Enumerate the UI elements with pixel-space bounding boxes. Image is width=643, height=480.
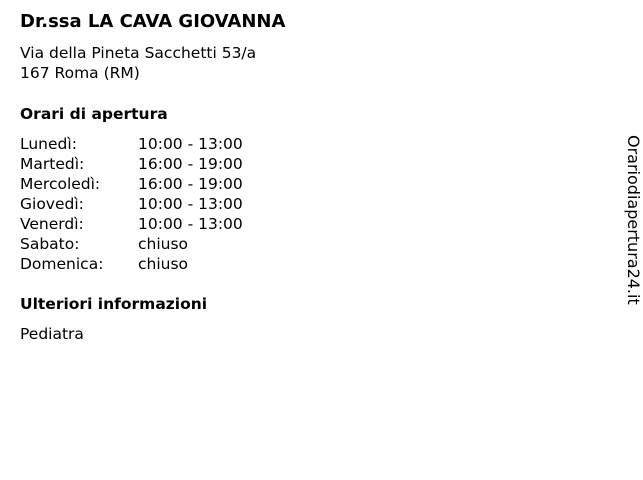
hours-day: Lunedì: <box>20 135 77 153</box>
hours-row <box>20 194 243 214</box>
site-watermark: Orariodiapertura24.it <box>624 135 643 305</box>
hours-time: 10:00 - 13:00 <box>138 135 243 153</box>
opening-hours-heading: Orari di apertura <box>20 105 168 123</box>
business-address <box>20 43 256 83</box>
additional-info-heading: Ulteriori informazioni <box>20 295 208 313</box>
hours-day: Martedì: <box>20 155 85 173</box>
hours-row <box>20 234 243 254</box>
opening-hours-table <box>20 134 243 274</box>
additional-info-value: Pediatra <box>20 325 84 343</box>
hours-row <box>20 214 243 234</box>
hours-time: 10:00 - 13:00 <box>138 195 243 213</box>
address-street: Via della Pineta Sacchetti 53/a <box>20 44 257 62</box>
hours-day: Domenica: <box>20 255 104 273</box>
hours-day: Venerdì: <box>20 215 84 233</box>
hours-row <box>20 174 243 194</box>
hours-time: chiuso <box>138 235 189 253</box>
business-name: Dr.ssa LA CAVA GIOVANNA <box>20 11 286 32</box>
hours-day: Mercoledì: <box>20 175 101 193</box>
hours-time: chiuso <box>138 255 189 273</box>
hours-row <box>20 154 243 174</box>
hours-time: 16:00 - 19:00 <box>138 175 243 193</box>
address-city: 167 Roma (RM) <box>20 64 140 82</box>
hours-row <box>20 134 243 154</box>
hours-time: 10:00 - 13:00 <box>138 215 243 233</box>
hours-time: 16:00 - 19:00 <box>138 155 243 173</box>
hours-row <box>20 254 243 274</box>
hours-day: Giovedì: <box>20 195 84 213</box>
hours-day: Sabato: <box>20 235 80 253</box>
